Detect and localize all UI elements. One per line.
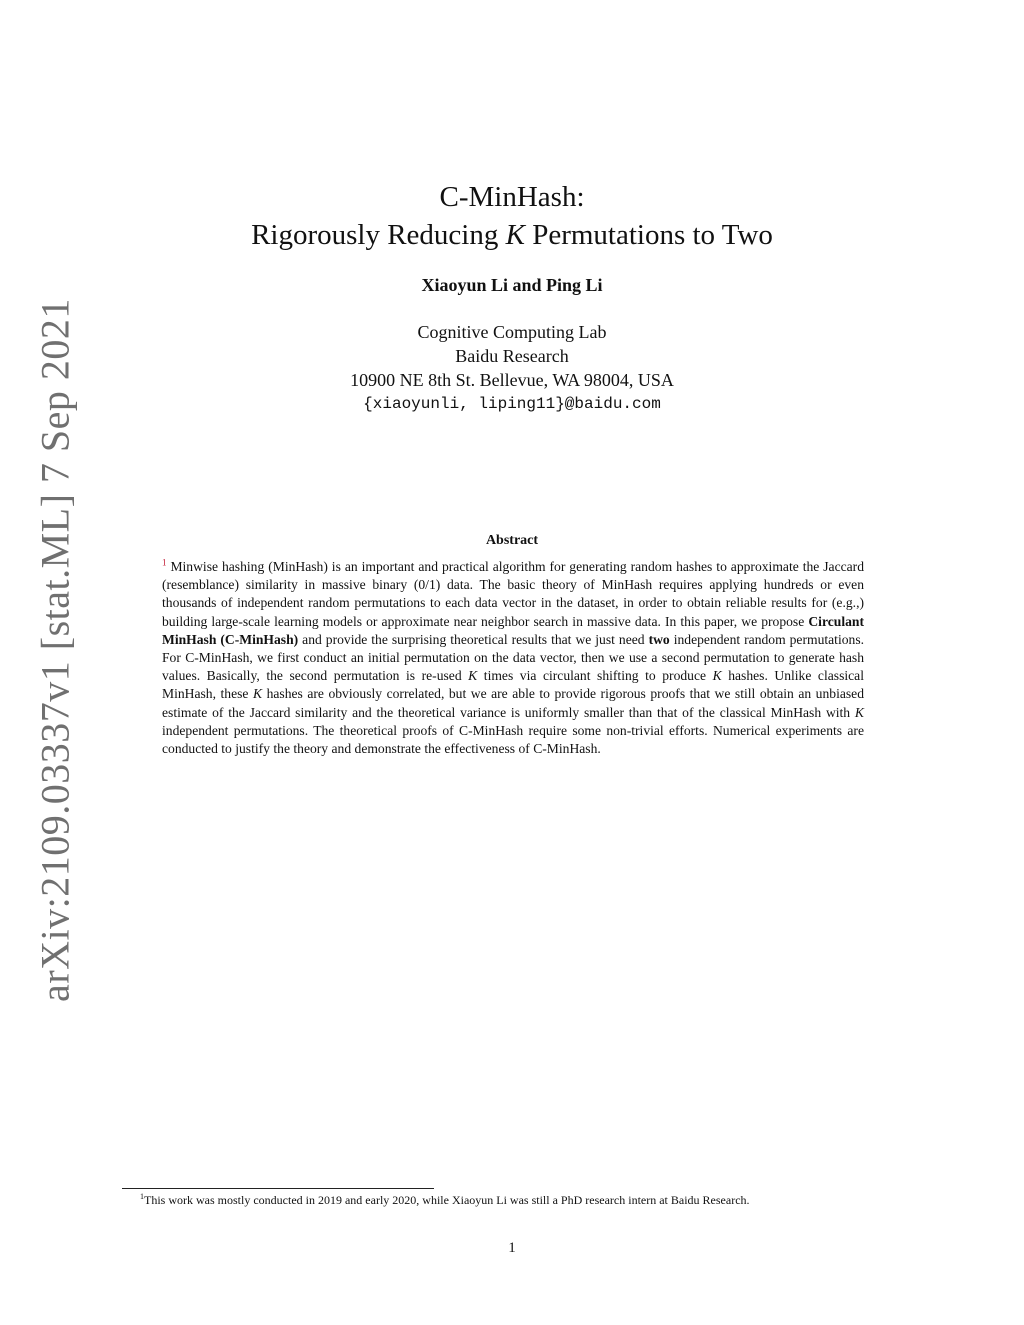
author-list: Xiaoyun Li and Ping Li (421, 275, 603, 295)
footnote-text: This work was mostly conducted in 2019 and early 2020, while Xiaoyun Li was still a PhD research intern at Baidu Research. (144, 1193, 750, 1207)
abstract-text-5: hashes. Unlike classical MinHash, these (162, 668, 864, 702)
abstract-text-2: and provide the surprising theoretical results that we just need (298, 631, 649, 647)
abstract-variable-k: K (468, 668, 478, 684)
footnote-reference-link[interactable]: 1 (162, 557, 167, 568)
author-emails[interactable]: {xiaoyunli, liping11}@baidu.com (363, 395, 661, 413)
title-line-1: C-MinHash: (439, 181, 585, 213)
affiliation-org: Baidu Research (455, 346, 569, 366)
page-number: 1 (508, 1240, 516, 1256)
abstract-text-7: independent permutations. The theoretical proofs of C-MinHash require some non-trivial efforts. Numerical experiments are conducted to justify the theory and demonstrate the effectiveness of C-MinHash. (162, 722, 864, 757)
footnote-divider (122, 1188, 434, 1189)
abstract-text-6: hashes are obviously correlated, but we are able to provide rigorous proofs that we still obtain an unbiased estimate of the Jaccard similarity and the theoretical variance is uniformly smaller than that of the classical MinHash with (162, 686, 864, 720)
abstract-emphasis-two: two (648, 631, 670, 647)
abstract-text-3: independent random permutations. For C-MinHash, we first conduct an initial permutation on the data vector, then we use a second permutation to generate hash values. Basically, the second permutation is re-used (162, 631, 865, 684)
footnote-mark: 1 (140, 1192, 144, 1201)
abstract-text-4: times via circulant shifting to produce (477, 668, 713, 684)
abstract-method-name: Circulant MinHash (C-MinHash) (162, 613, 864, 647)
title-line-2-suffix: Permutations to Two (524, 219, 773, 251)
abstract-text-1: Minwise hashing (MinHash) is an important and practical algorithm for generating random hashes to approximate the Jaccard (resemblance) similarity in massive binary (0/1) data. The basic theory of MinHash requires applying hundreds or even thousands of independent random permutations to each data vector in the dataset, in order to obtain reliable results for (e.g.,) building large-scale learning models or approximate near neighbor search in massive data. In this paper, we propose (162, 559, 864, 629)
footnote (140, 1193, 920, 1208)
title-line-2 (0, 216, 1024, 254)
affiliation-address: 10900 NE 8th St. Bellevue, WA 98004, USA (350, 370, 674, 390)
abstract-heading: Abstract (485, 533, 539, 548)
affiliation-block (0, 320, 1024, 416)
title-line-2-prefix: Rigorously Reducing (251, 219, 506, 251)
affiliation-lab: Cognitive Computing Lab (417, 322, 607, 342)
abstract-variable-k: K (252, 686, 263, 702)
arxiv-identifier-stamp[interactable]: arXiv:2109.03337v1 [stat.ML] 7 Sep 2021 (32, 298, 78, 1002)
abstract-body (162, 558, 864, 758)
paper-title (0, 178, 1024, 254)
abstract-variable-k: K (854, 704, 864, 720)
title-variable-k: K (505, 219, 525, 251)
abstract-variable-k: K (712, 668, 722, 684)
